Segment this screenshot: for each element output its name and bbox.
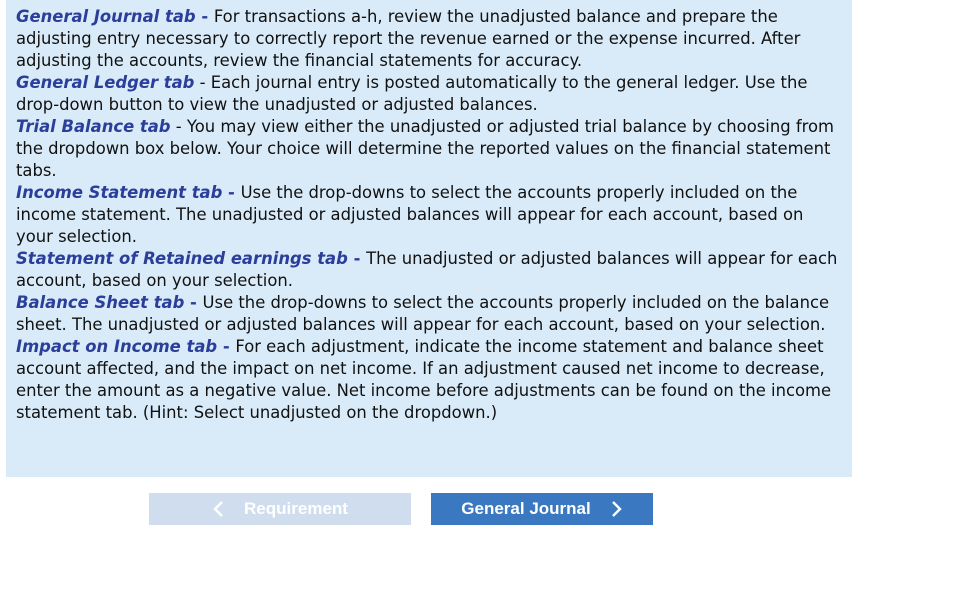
instruction-text: You may view either the unadjusted or adjusted trial balance by choosing from the dropdown box below. Your choice will determine the reported values on the financial statement tabs. <box>16 117 834 180</box>
instruction-separator: - <box>195 7 214 26</box>
previous-button-label: Requirement <box>244 499 348 518</box>
instruction-title: General Journal tab <box>16 7 196 26</box>
next-button-label: General Journal <box>461 499 591 518</box>
instruction-text: Each journal entry is posted automatically to the general ledger. Use the drop-down button to view the unadjusted or adjusted balances. <box>16 73 808 114</box>
chevron-left-icon <box>212 500 226 518</box>
instruction-title: General Ledger tab <box>16 73 195 92</box>
instruction-text: For transactions a-h, review the unadjusted balance and prepare the adjusting entry necessary to correctly report the revenue earned or the expense incurred. After adjusting the accounts, review the financial statements for accuracy. <box>16 7 801 70</box>
instruction-title: Balance Sheet tab <box>16 293 185 312</box>
instruction-title: Trial Balance tab <box>16 117 171 136</box>
next-general-journal-button[interactable] <box>431 493 653 525</box>
instruction-trial-balance <box>16 116 844 182</box>
instruction-general-ledger <box>16 72 844 116</box>
instruction-separator: - <box>347 249 367 268</box>
instruction-separator: - <box>222 183 241 202</box>
instruction-text: The unadjusted or adjusted balances will appear for each account, based on your selection. <box>16 249 838 290</box>
chevron-right-icon <box>609 500 623 518</box>
instruction-title: Income Statement tab <box>16 183 223 202</box>
instruction-text: For each adjustment, indicate the income statement and balance sheet account affected, and the impact on net income. If an adjustment caused net income to decrease, enter the amount as a negative value. Net income before adjustments can be found on the income statement tab. (Hint: Select unadjusted on the dropdown.) <box>16 337 832 422</box>
previous-requirement-button[interactable] <box>149 493 411 525</box>
instruction-general-journal <box>16 6 844 72</box>
instruction-title: Impact on Income tab <box>16 337 218 356</box>
instruction-text: Use the drop-downs to select the accounts properly included on the balance sheet. The unadjusted or adjusted balances will appear for each account, based on your selection. <box>16 293 830 334</box>
instruction-separator: - <box>184 293 203 312</box>
instruction-text: Use the drop-downs to select the accounts properly included on the income statement. The unadjusted or adjusted balances will appear for each account, based on your selection. <box>16 183 804 246</box>
instruction-separator: - <box>194 73 211 92</box>
instruction-title: Statement of Retained earnings tab <box>16 249 348 268</box>
instruction-separator: - <box>217 337 236 356</box>
instruction-retained-earnings <box>16 248 844 292</box>
instruction-impact-on-income <box>16 336 844 424</box>
instruction-balance-sheet <box>16 292 844 336</box>
instruction-separator: - <box>170 117 187 136</box>
instruction-income-statement <box>16 182 844 248</box>
instructions-panel <box>6 0 852 477</box>
